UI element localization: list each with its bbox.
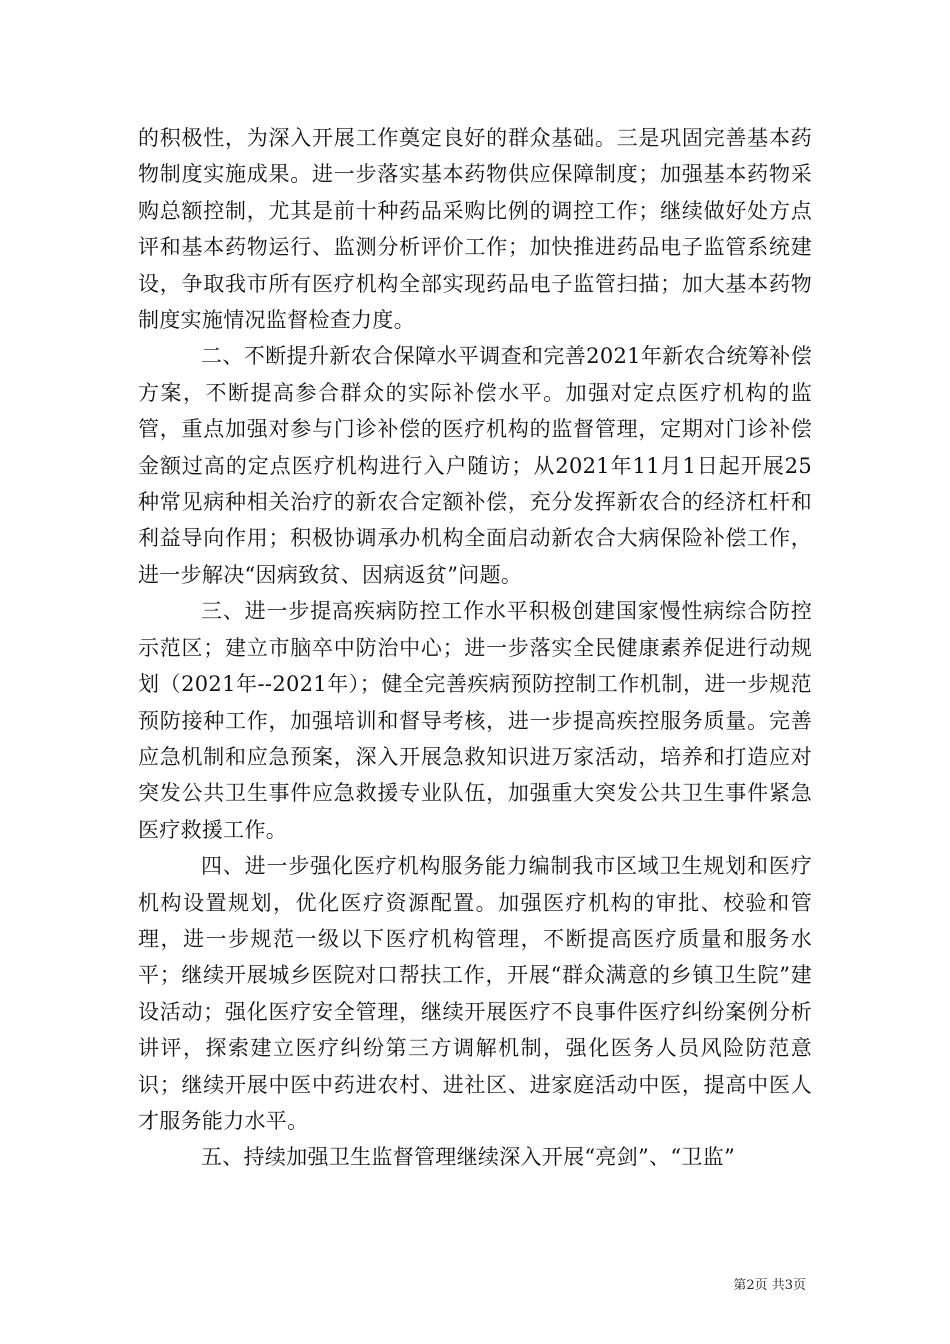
paragraph-section-five: 五、持续加强卫生监督管理继续深入开展“亮剑”、“卫监” bbox=[201, 1145, 736, 1170]
paragraph-section-two: 二、不断提升新农合保障水平调查和完善2021年新农合统筹补偿方案，不断提高参合群众的实际补偿水平。加强对定点医疗机构的监管，重点加强对参与门诊补偿的医疗机构的监督管理，定期对门诊补偿金额过高的定点医疗机构进行入户随访；从2021年11月1日起开展25种常见病种相关治疗的新农合定额补偿，充分发挥新农合的经济杠杆和利益导向作用；积极协调承办机构全面启动新农合大病保险补偿工作，进一步解决“因病致贫、因病返贫”问题。 bbox=[138, 344, 812, 587]
document-body bbox=[138, 120, 812, 1176]
paragraph-continuation: 的积极性，为深入开展工作奠定良好的群众基础。三是巩固完善基本药物制度实施成果。进一步落实基本药物供应保障制度；加强基本药物采购总额控制，尤其是前十种药品采购比例的调控工作；继续做好处方点评和基本药物运行、监测分析评价工作；加快推进药品电子监管系统建设，争取我市所有医疗机构全部实现药品电子监管扫描；加大基本药物制度实施情况监督检查力度。 bbox=[138, 126, 812, 333]
paragraph-section-four: 四、进一步强化医疗机构服务能力编制我市区域卫生规划和医疗机构设置规划，优化医疗资源配置。加强医疗机构的审批、校验和管理，进一步规范一级以下医疗机构管理，不断提高医疗质量和服务水平；继续开展城乡医院对口帮扶工作，开展“群众满意的乡镇卫生院”建设活动；强化医疗安全管理，继续开展医疗不良事件医疗纠纷案例分析讲评，探索建立医疗纠纷第三方调解机制，强化医务人员风险防范意识；继续开展中医中药进农村、进社区、进家庭活动中医，提高中医人才服务能力水平。 bbox=[138, 854, 812, 1133]
paragraph-section-three: 三、进一步提高疾病防控工作水平积极创建国家慢性病综合防控示范区；建立市脑卒中防治中心；进一步落实全民健康素养促进行动规划（2021年--2021年）；健全完善疾病预防控制工作机制，进一步规范预防接种工作，加强培训和督导考核，进一步提高疾控服务质量。完善应急机制和应急预案，深入开展急救知识进万家活动，培养和打造应对突发公共卫生事件应急救援专业队伍，加强重大突发公共卫生事件紧急医疗救援工作。 bbox=[138, 599, 812, 842]
page-number-footer: 第2页 共3页 bbox=[733, 1278, 806, 1293]
